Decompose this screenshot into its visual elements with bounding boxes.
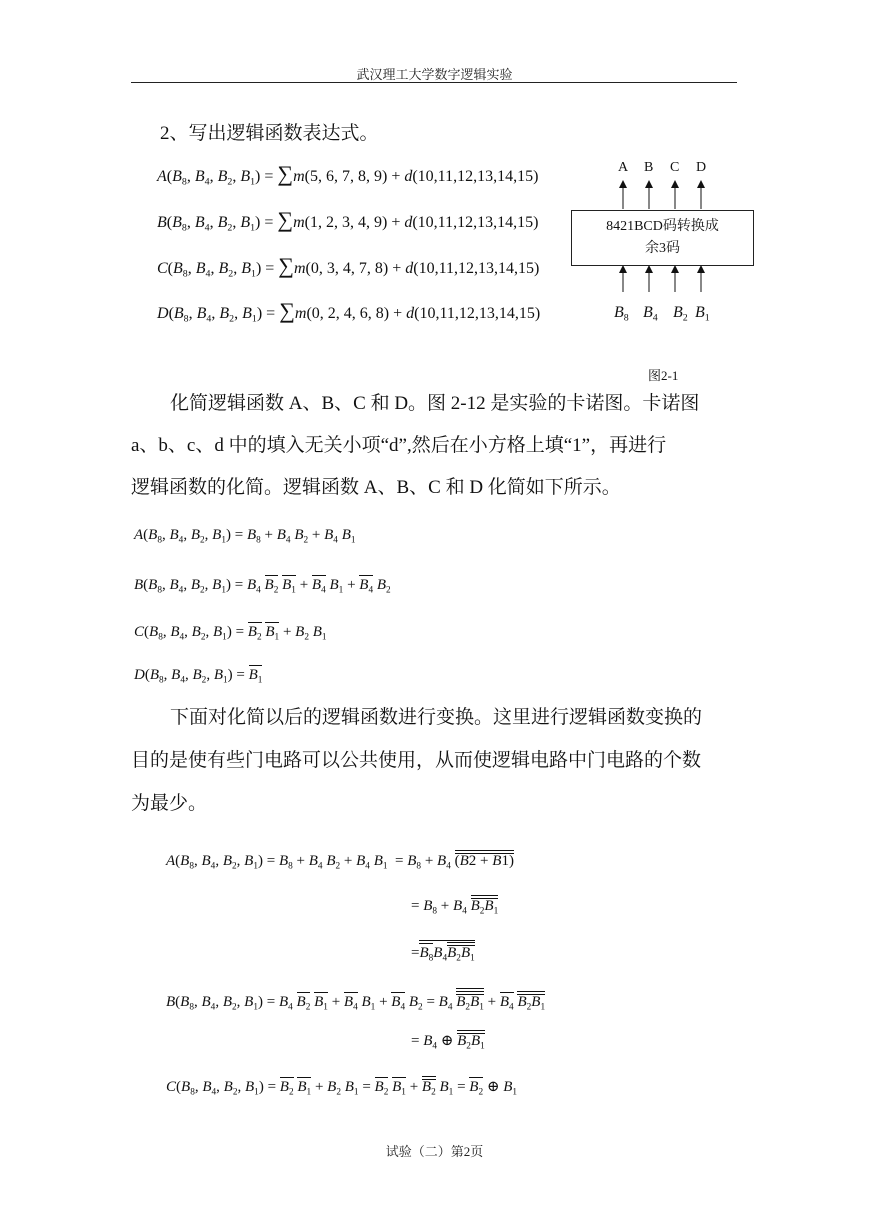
paragraph-1-line-1: 化简逻辑函数 A、B、C 和 D。图 2-12 是实验的卡诺图。卡诺图 [170,393,700,414]
paragraph-1-line-2: a、b、c、d 中的填入无关小项“d”,然后在小方格上填“1”，再进行 [131,435,667,456]
function-c-definition: $C(B_8$, $B_4$, $B_2$, $B_1) = \sum m(0$, 3, 4, 7, 8) + d(10,11,12,13,14,15) [157,253,540,280]
simplified-b: $B(B_8$, $B_4$, $B_2$, $B_1) = B_4$ $B_2$ $B_1 + B_4$ $B_1 + B_4$ $B_2$ [134,577,391,596]
page-header: 武汉理工大学数字逻辑实验 [356,67,513,82]
paragraph-1-line-3: 逻辑函数的化简。逻辑函数 A、B、C 和 D 化简如下所示。 [131,477,621,498]
transformed-a-line-2: = $B_8 + B_4$ $B_2B_1$ [411,895,498,915]
page-footer: 试验（二）第2页 [385,1144,484,1159]
figure-caption: 图2-1 [648,368,679,383]
section-heading: 2、写出逻辑函数表达式。 [160,123,379,144]
simplified-c: $C(B_8$, $B_4$, $B_2$, $B_1) = B_2$ $B_1 + B_2$ $B_1$ [134,624,327,643]
function-b-definition: $B(B_8$, $B_4$, $B_2$, $B_1) = \sum m(1$, 2, 3, 4, 9) + d(10,11,12,13,14,15) [157,207,539,234]
function-d-definition: $D(B_8$, $B_4$, $B_2$, $B_1) = \sum m(0$, 2, 4, 6, 8) + d(10,11,12,13,14,15) [157,298,541,325]
input-label-b4: $B_4$ [643,304,658,324]
output-label-d: D [696,160,707,175]
converter-label-line2: 余3码 [645,241,680,256]
output-label-b: B [644,160,654,175]
input-label-b8: $B_8$ [614,304,629,324]
transformed-b-line-1: $B(B_8$, $B_4$, $B_2$, $B_1) = B_4$ $B_2$ $B_1 + B_4$ $B_1 + B_4$ $B_2 = B_4$ $B_2B_1 + B_4$ $B_2B_1$ [166,988,545,1011]
output-label-a: A [618,160,629,175]
transformed-a-line-3: $=B_8B_4B_2B_1$ [411,940,475,962]
transformed-c-line-1: $C(B_8$, $B_4$, $B_2$, $B_1) = B_2$ $B_1 + B_2$ $B_1 = B_2$ $B_1 + B_2$ $B_1 = B_2$ ⊕ $B_1$ [166,1076,517,1096]
converter-block [571,210,754,266]
paragraph-2-line-2: 目的是使有些门电路可以公共使用，从而使逻辑电路中门电路的个数 [131,750,702,771]
simplified-d: $D(B_8$, $B_4$, $B_2$, $B_1) = B_1$ [134,667,263,686]
transformed-a-line-1: $A(B_8$, $B_4$, $B_2$, $B_1) = B_8 + B_4$ $B_2 + B_4$ $B_1 = B_8 + B_4$ (B2 + B1) [166,850,514,870]
output-label-c: C [670,160,680,175]
function-a-definition: $A(B_8$, $B_4$, $B_2$, $B_1) = \sum m(5$, 6, 7, 8, 9) + d(10,11,12,13,14,15) [157,161,539,188]
paragraph-2-line-1: 下面对化简以后的逻辑函数进行变换。这里进行逻辑函数变换的 [170,707,703,728]
paragraph-2-line-3: 为最少。 [131,793,208,814]
simplified-a: $A(B_8$, $B_4$, $B_2$, $B_1) = B_8 + B_4$ $B_2 + B_4$ $B_1$ [134,527,356,546]
input-label-b2: $B_2$ [673,304,688,324]
input-label-b1: $B_1$ [695,304,710,324]
converter-label-line1: 8421BCD码转换成 [606,219,719,234]
transformed-b-line-2: = $B_4$ ⊕ $B_2B_1$ [411,1030,485,1050]
